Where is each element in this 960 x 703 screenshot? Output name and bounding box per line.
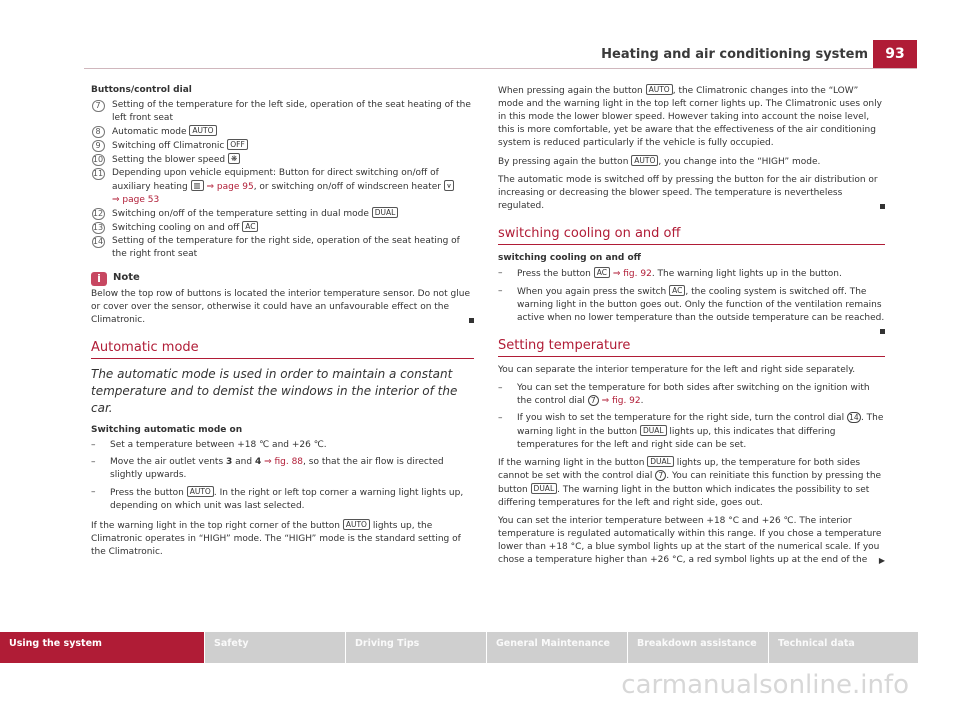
section-title-temperature: Setting temperature — [498, 339, 885, 357]
section-title-automatic-mode: Automatic mode — [91, 341, 474, 359]
footer-tab-using-the-system[interactable]: Using the system — [0, 632, 204, 663]
paragraph — [498, 84, 885, 150]
para-text: . You can reinitiate this function by pressing the button — [498, 471, 882, 495]
item-number: 13 — [92, 223, 104, 232]
list-item — [91, 125, 474, 139]
vent-number: 3 — [226, 457, 233, 467]
para-text: . The warning light in the button which indicates the possibility to set differing temperatures for the left and right side, goes out. — [498, 485, 870, 508]
item-number: 8 — [91, 125, 105, 136]
dual-key: DUAL — [640, 425, 667, 436]
item-number: 9 — [91, 139, 105, 150]
figure-link[interactable]: ⇒ fig. 92 — [612, 269, 652, 279]
page-number: 93 — [873, 40, 917, 68]
step-text: When you again press the switch — [517, 287, 670, 297]
auto-key: AUTO — [187, 486, 214, 497]
list-item — [91, 235, 474, 261]
step-text: . The warning light lights up in the button. — [651, 269, 842, 279]
para-text: If the warning light in the top right corner of the button — [91, 521, 343, 531]
section-end-icon — [880, 204, 885, 209]
step-text: lights up, this indicates that differing temperatures for the left and right side can be set. — [517, 427, 836, 450]
step-item — [91, 456, 474, 482]
step-text: If you wish to set the temperature for the right side, turn the control dial — [517, 413, 847, 423]
section-lead: The automatic mode is used in order to maintain a constant temperature and to demist the windows in the interior of the car. — [91, 367, 458, 415]
step-item — [91, 486, 474, 513]
footer-tab-driving-tips[interactable]: Driving Tips — [346, 632, 486, 663]
item-text: Setting of the temperature for the right side, operation of the seat heating of the right front seat — [112, 236, 460, 259]
item-number: 14 — [92, 237, 104, 246]
auto-key: AUTO — [646, 84, 673, 95]
paragraph — [498, 155, 885, 169]
dual-key: DUAL — [647, 456, 674, 467]
para-text: You can set the interior temperature between +18 °C and +26 ℃. The interior temperature is regulated automatically within this range. If you chose a temperature lower than +18 °C, a blue symbol lights up at the start of the numerical scale. If you chose a temperature higher than +26 °C, a red symbol lights up at the end of the — [498, 516, 882, 565]
footer-tab-general-maintenance[interactable]: General Maintenance — [487, 632, 627, 663]
para-text: The automatic mode is switched off by pressing the button for the air distribution or increasing or decreasing the blower speed. The temperature is nevertheless regulated. — [498, 175, 878, 211]
watermark: carmanualsonline.info — [621, 670, 909, 700]
note-text: Below the top row of buttons is located the interior temperature sensor. Do not glue or cover over the sensor, otherwise it could have an unfavourable effect on the Climatronic. — [91, 289, 471, 325]
list-item — [91, 207, 474, 221]
list-item — [91, 99, 474, 125]
aux-heating-icon: ▥ — [191, 180, 204, 191]
step-text: , the cooling system is switched off. The warning light in the button goes out. Only the function of the ventilation remains active when no lower temperature than the outside temperature can be reached. — [517, 287, 885, 323]
info-icon: i — [91, 272, 107, 286]
auto-key: AUTO — [343, 519, 370, 530]
step-text: . In the right or left top corner a warning light lights up, depending on which unit was last selected. — [110, 488, 464, 511]
step-text: Move the air outlet vents — [110, 457, 227, 467]
off-key: OFF — [227, 139, 248, 150]
page-link[interactable]: ⇒ page 53 — [112, 195, 160, 205]
dial-number: 7 — [588, 395, 599, 406]
figure-link[interactable]: ⇒ fig. 92 — [601, 396, 641, 406]
section-end-icon — [469, 318, 474, 323]
buttons-title: Buttons/control dial — [91, 85, 192, 95]
step-text: Set a temperature between +18 ℃ and +26 ℃. — [110, 440, 327, 450]
figure-link[interactable]: ⇒ fig. 88 — [264, 457, 304, 467]
step-text: and — [232, 457, 255, 467]
auto-key: AUTO — [631, 155, 658, 166]
list-item — [91, 153, 474, 167]
step-text: You can set the temperature for both sides after switching on the ignition with the control dial — [517, 383, 870, 406]
item-text: Switching on/off of the temperature setting in dual mode — [112, 209, 369, 219]
paragraph — [498, 174, 885, 213]
step-item — [498, 412, 885, 452]
item-text: Setting the blower speed — [112, 155, 226, 165]
paragraph — [498, 364, 885, 377]
para-text: lights up, the temperature for both sides cannot be set with the control dial — [498, 458, 861, 481]
item-text: Switching off Climatronic — [112, 141, 225, 151]
item-text: Setting of the temperature for the left side, operation of the seat heating of the left front seat — [112, 100, 471, 123]
section-end-icon — [880, 329, 885, 334]
continue-arrow-icon: ▶ — [878, 556, 885, 565]
para-text: , you change into the “HIGH” mode. — [658, 157, 821, 167]
para-text: By pressing again the button — [498, 157, 632, 167]
item-number: 11 — [92, 169, 104, 178]
para-text: If the warning light in the button — [498, 458, 648, 468]
item-number: 10 — [92, 155, 104, 164]
para-text: When pressing again the button — [498, 86, 646, 96]
footer-tab-safety[interactable]: Safety — [205, 632, 345, 663]
note-title: Note — [113, 272, 140, 283]
fan-icon: ❋ — [228, 153, 240, 164]
right-column — [498, 84, 885, 572]
item-text: Automatic mode — [112, 127, 187, 137]
list-item — [91, 139, 474, 153]
step-text: . — [640, 396, 644, 406]
subsection-title: Switching automatic mode on — [91, 425, 243, 435]
header-divider — [84, 68, 917, 69]
paragraph — [91, 519, 474, 559]
list-item — [91, 167, 474, 207]
paragraph — [498, 456, 885, 510]
item-number: 12 — [92, 209, 104, 218]
footer-tab-technical-data[interactable]: Technical data — [769, 632, 918, 663]
step-text: . The warning light in the button — [517, 413, 884, 437]
item-text: Depending upon vehicle equipment: Button for direct switching on/off of auxiliary heating — [112, 168, 439, 192]
step-text: Press the button — [110, 488, 187, 498]
dial-number: 7 — [655, 470, 666, 481]
left-column — [91, 84, 474, 564]
step-item — [498, 382, 885, 408]
dual-key: DUAL — [531, 483, 558, 494]
ac-key: AC — [594, 267, 610, 278]
item-number: 7 — [91, 99, 105, 110]
vent-number: 4 — [254, 457, 262, 467]
note-box — [91, 271, 474, 327]
footer-nav — [0, 632, 960, 663]
para-text: lights up, the Climatronic operates in “HIGH” mode. The “HIGH” mode is the standard setting of the Climatronic. — [91, 521, 461, 557]
windscreen-heater-icon: ⩛ — [444, 180, 454, 191]
para-text: , the Climatronic changes into the “LOW” mode and the warning light in the top left corner lights up. The Climatronic uses only in this mode the lower blower speed. However taking into account the noise level, this is more comfortable, yet be aware that the effectiveness of the air conditioning system is reduced particularly if the vehicle is fully occupied. — [498, 86, 882, 148]
paragraph — [498, 515, 885, 567]
item-text: Switching cooling on and off — [112, 223, 240, 233]
ac-key: AC — [669, 285, 685, 296]
footer-tab-breakdown-assistance[interactable]: Breakdown assistance — [628, 632, 768, 663]
auto-key: AUTO — [189, 125, 216, 136]
step-item — [498, 267, 885, 281]
section-title-cooling: switching cooling on and off — [498, 227, 885, 245]
list-item — [91, 221, 474, 235]
page-header-title: Heating and air conditioning system — [601, 47, 868, 62]
ac-key: AC — [242, 221, 258, 232]
dual-key: DUAL — [372, 207, 399, 218]
item-text: , or switching on/off of windscreen heater — [253, 182, 441, 192]
page-link[interactable]: ⇒ page 95 — [206, 182, 254, 192]
step-text: Press the button — [517, 269, 594, 279]
step-text: , so that the air flow is directed slightly upwards. — [110, 457, 444, 480]
step-item — [91, 439, 474, 452]
subsection-title: switching cooling on and off — [498, 253, 641, 263]
para-text: You can separate the interior temperature for the left and right side separately. — [498, 365, 856, 375]
step-item — [498, 285, 885, 325]
dial-number: 14 — [847, 412, 861, 423]
